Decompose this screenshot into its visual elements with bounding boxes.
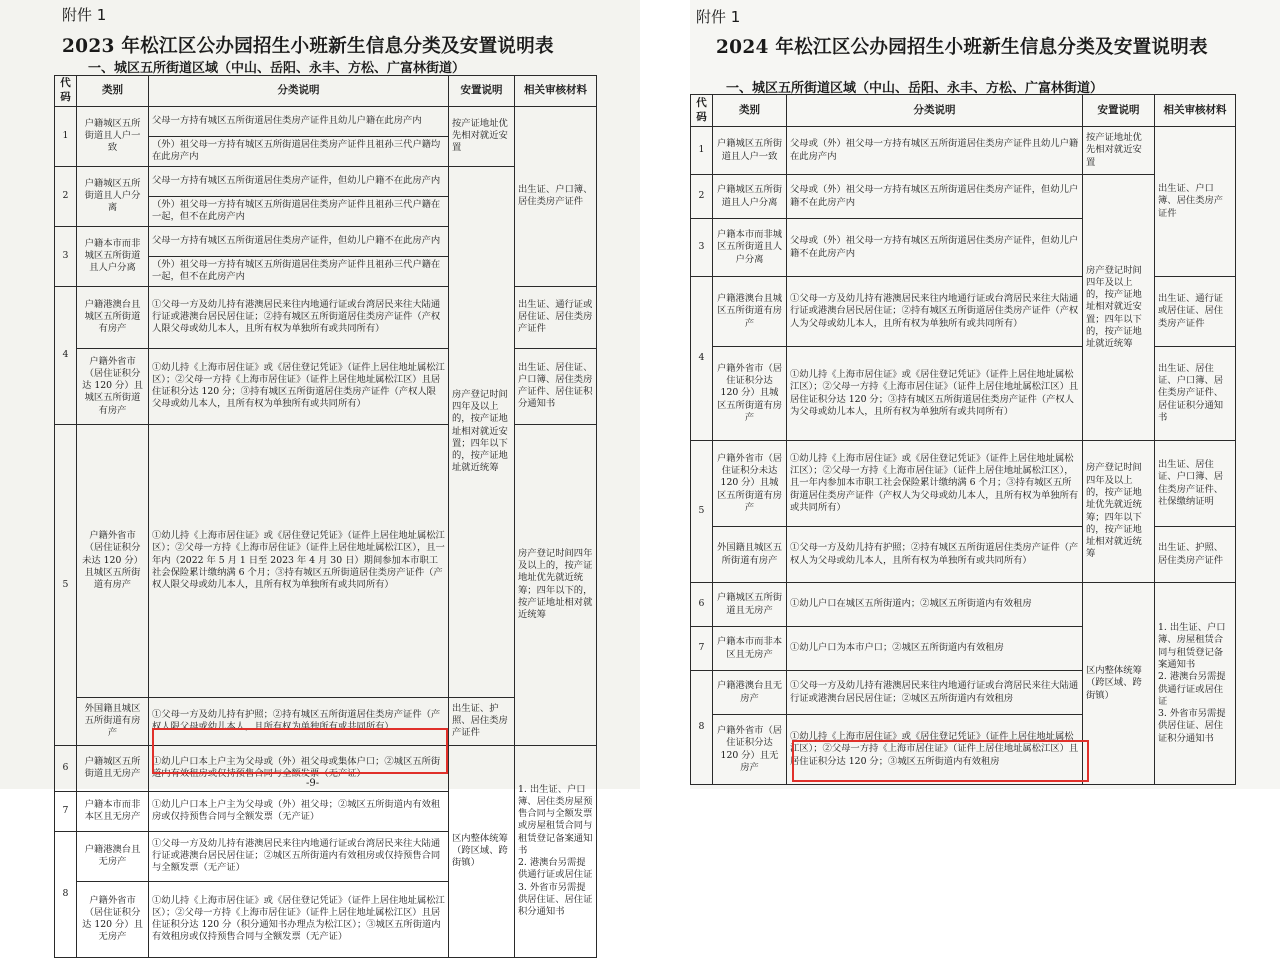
placement-cell: 房产登记时间四年及以上的，按产证地址相对就近安置；四年以下的，按产证地址就近统筹	[449, 166, 515, 697]
section-heading: 一、城区五所街道区域（中山、岳阳、永丰、方松、广富林街道）	[88, 61, 466, 76]
row-code: 6	[691, 583, 713, 627]
header-placement: 安置说明	[1083, 95, 1155, 127]
materials-cell: 出生证、居住证、户口簿、居住类房产证件、居住证积分通知书	[1155, 347, 1236, 441]
header-materials: 相关审核材料	[515, 76, 597, 107]
desc-cell: 父母一方持有城区五所街道居住类房产证件，但幼儿户籍不在此房产内	[149, 166, 449, 196]
category-cell: 户籍外省市（居住证积分达 120 分）且无房产	[713, 715, 787, 785]
desc-cell: （外）祖父母一方持有城区五所街道居住类房产证件且祖孙三代户籍在一起，但不在此房产内	[149, 256, 449, 286]
row-code: 8	[691, 671, 713, 785]
header-category: 类别	[713, 95, 787, 127]
row-code: 2	[691, 175, 713, 219]
document-title: 2024 年松江区公办园招生小班新生信息分类及安置说明表	[716, 37, 1208, 58]
materials-cell: 出生证、户口簿、居住类房产证件	[1155, 127, 1236, 277]
desc-cell: ①父母一方及幼儿持有港澳居民来往内地通行证或台湾居民来往大陆通行证或港澳台居民居住证；②城区五所街道内有效租房	[787, 671, 1083, 715]
row-code: 7	[691, 627, 713, 671]
materials-cell: 1. 出生证、户口簿、房屋租赁合同与租赁登记备案通知书 2. 港澳台另需提供通行证或居住证 3. 外省市另需提供居住证、居住证积分通知书	[1155, 583, 1236, 785]
category-cell: 户籍港澳台且无房产	[77, 831, 149, 881]
category-cell: 户籍本市而非城区五所街道且人户分离	[77, 226, 149, 286]
desc-cell: 父母一方持有城区五所街道居住类房产证件且幼儿户籍在此房产内	[149, 106, 449, 136]
document-title: 2023 年松江区公办园招生小班新生信息分类及安置说明表	[62, 36, 554, 57]
placement-cell: 房产登记时间四年及以上的，按产证地址优先就近统筹；四年以下的，按产证地址相对就近统筹	[1083, 441, 1155, 583]
desc-cell: ①幼儿持《上海市居住证》或《居住登记凭证》（证件上居住地址属松江区）；②父母一方持《上海市居住证》（证件上居住地址属松江区）且居住证积分达 120 分；③持有城区五所街道居住类房产证件（产权人限父母或幼儿本人，且所有权为单独所有或共同所有）	[149, 348, 449, 424]
header-desc: 分类说明	[149, 76, 449, 107]
header-code: 代码	[691, 95, 713, 127]
desc-cell: 父母或（外）祖父母一方持有城区五所街道居住类房产证件，但幼儿户籍不在此房产内	[787, 219, 1083, 277]
row-code: 1	[691, 127, 713, 175]
document-2023	[0, 0, 640, 943]
row-code: 4	[55, 286, 77, 424]
desc-cell: 父母或（外）祖父母一方持有城区五所街道居住类房产证件，但幼儿户籍不在此房产内	[787, 175, 1083, 219]
placement-cell: 房产登记时间四年及以上的，按产证地址优先就近统筹；四年以下的，按产证地址相对就近统筹	[515, 424, 597, 745]
header-placement: 安置说明	[449, 76, 515, 107]
category-cell: 户籍本市而非城区五所街道且人户分离	[713, 219, 787, 277]
desc-cell: ①幼儿户口为本市户口；②城区五所街道内有效租房	[787, 627, 1083, 671]
desc-cell: （外）祖父母一方持有城区五所街道居住类房产证件且祖孙三代户籍均在此房产内	[149, 136, 449, 166]
category-cell: 户籍本市而非本区且无房产	[713, 627, 787, 671]
category-cell: 户籍本市而非本区且无房产	[77, 791, 149, 831]
desc-cell: ①幼儿持《上海市居住证》或《居住登记凭证》（证件上居住地址属松江区）；②父母一方持《上海市居住证》（证件上居住地址属松江区）且居住证积分达 120 分；③持有城区五所街道居住类房产证件（产权人为父母或幼儿本人，且所有权为单独所有或共同所有）	[787, 347, 1083, 441]
placement-cell: 区内整体统筹（跨区域、跨街镇）	[1083, 583, 1155, 785]
desc-cell: 父母一方持有城区五所街道居住类房产证件，但幼儿户籍不在此房产内	[149, 226, 449, 256]
desc-cell: ①幼儿持《上海市居住证》或《居住登记凭证》（证件上居住地址属松江区）；②父母一方持《上海市居住证》（证件上居住地址属松江区），且一年内参加本市职工社会保险累计缴纳满 6 个月；③持有城区五所街道居住类房产证件（产权人为父母或幼儿本人，且所有权为单独所有或共同所有）	[787, 441, 1083, 527]
annex-label: 附件 1	[696, 8, 741, 26]
category-cell: 外国籍且城区五所街道有房产	[77, 697, 149, 745]
category-cell: 户籍港澳台且无房产	[713, 671, 787, 715]
placement-cell: 区内整体统筹（跨区域、跨街镇）	[449, 745, 515, 957]
category-cell: 户籍城区五所街道且无房产	[77, 745, 149, 791]
row-code: 5	[55, 424, 77, 745]
row-code: 3	[55, 226, 77, 286]
desc-cell: 父母或（外）祖父母一方持有城区五所街道居住类房产证件且幼儿户籍在此房产内	[787, 127, 1083, 175]
desc-cell: （外）祖父母一方持有城区五所街道居住类房产证件且祖孙三代户籍在一起，但不在此房产内	[149, 196, 449, 226]
category-cell: 户籍城区五所街道且人户一致	[77, 106, 149, 166]
category-cell: 户籍港澳台且城区五所街道有房产	[77, 286, 149, 348]
row-code: 6	[55, 745, 77, 791]
materials-cell: 1. 出生证、户口簿、居住类房屋预售合同与全额发票或房屋租赁合同与租赁登记备案通知书 2. 港澳台另需提供通行证或居住证 3. 外省市另需提供居住证、居住证积分通知书	[515, 745, 597, 957]
category-cell: 户籍城区五所街道且人户分离	[713, 175, 787, 219]
desc-cell: ①父母一方及幼儿持有港澳居民来往内地通行证或台湾居民来往大陆通行证或港澳台居民居住证；②持有城区五所街道居住类房产证件（产权人限父母或幼儿本人，且所有权为单独所有或共同所有）	[149, 286, 449, 348]
desc-cell: ①幼儿持《上海市居住证》或《居住登记凭证》（证件上居住地址属松江区）；②父母一方持《上海市居住证》（证件上居住地址属松江区）且居住证积分达 120 分；③城区五所街道内有效租房	[787, 715, 1083, 785]
row-code: 1	[55, 106, 77, 166]
category-cell: 户籍外省市（居住证积分达 120 分）且城区五所街道有房产	[713, 347, 787, 441]
materials-cell: 出生证、通行证或居住证、居住类房产证件	[515, 286, 597, 348]
row-code: 3	[691, 219, 713, 277]
materials-cell: 出生证、护照、居住类房产证件	[449, 697, 515, 745]
classification-table	[54, 75, 597, 958]
section-heading: 一、城区五所街道区域（中山、岳阳、永丰、方松、广富林街道）	[726, 81, 1104, 96]
row-code: 2	[55, 166, 77, 226]
materials-cell: 出生证、居住证、户口簿、居住类房产证件、社保缴纳证明	[1155, 441, 1236, 527]
category-cell: 户籍外省市（居住证积分未达 120 分）且城区五所街道有房产	[77, 424, 149, 697]
desc-cell: ①幼儿户口本上户主为父母或（外）祖父母；②城区五所街道内有效租房或仅持预售合同与全额发票（无产证）	[149, 791, 449, 831]
desc-cell: ①父母一方及幼儿持有护照；②持有城区五所街道居住类房产证件（产权人限父母或幼儿本人，且所有权为单独所有或共同所有）	[149, 697, 449, 745]
category-cell: 户籍外省市（居住证积分未达 120 分）且城区五所街道有房产	[713, 441, 787, 527]
materials-cell: 出生证、居住证、户口簿、居住类房产证件、居住证积分通知书	[515, 348, 597, 424]
header-category: 类别	[77, 76, 149, 107]
desc-cell: ①幼儿户口本上户主为父母或（外）祖父母或集体户口；②城区五所街道内有效租房或仅持预售合同与全额发票（无产证）	[149, 745, 449, 791]
row-code: 7	[55, 791, 77, 831]
classification-table	[690, 94, 1236, 785]
placement-cell: 按产证地址优先相对就近安置	[1083, 127, 1155, 175]
desc-cell: ①幼儿持《上海市居住证》或《居住登记凭证》（证件上居住地址属松江区）；②父母一方持《上海市居住证》（证件上居住地址属松江区），且一年内（2022 年 5 月 1 日至 2023 年 4 月 30 日）期间参加本市职工社会保险累计缴纳满 6 个月；③持有城区五所街道居住类房产证件（产权人限父母或幼儿本人，且所有权为单独所有或共同所有）	[149, 424, 449, 697]
category-cell: 户籍外省市（居住证积分达 120 分）且无房产	[77, 881, 149, 957]
annex-label: 附件 1	[62, 6, 107, 24]
category-cell: 户籍港澳台且城区五所街道有房产	[713, 277, 787, 347]
placement-cell: 按产证地址优先相对就近安置	[449, 106, 515, 166]
row-code: 5	[691, 441, 713, 583]
category-cell: 户籍外省市（居住证积分达 120 分）且城区五所街道有房产	[77, 348, 149, 424]
row-code: 4	[691, 277, 713, 441]
materials-cell: 出生证、护照、居住类房产证件	[1155, 527, 1236, 583]
category-cell: 户籍城区五所街道且人户分离	[77, 166, 149, 226]
materials-cell: 出生证、通行证或居住证、居住类房产证件	[1155, 277, 1236, 347]
desc-cell: ①幼儿持《上海市居住证》或《居住登记凭证》（证件上居住地址属松江区）；②父母一方持《上海市居住证》（证件上居住地址属松江区）且居住证积分达 120 分（积分通知书办理点为松江区）；③城区五所街道内有效租房或仅持预售合同与全额发票（无产证）	[149, 881, 449, 957]
category-cell: 户籍城区五所街道且人户一致	[713, 127, 787, 175]
desc-cell: ①父母一方及幼儿持有港澳居民来往内地通行证或台湾居民来往大陆通行证或港澳台居民居住证；②城区五所街道内有效租房或仅持预售合同与全额发票（无产证）	[149, 831, 449, 881]
desc-cell: ①父母一方及幼儿持有护照；②持有城区五所街道居住类房产证件（产权人为父母或幼儿本人，且所有权为单独所有或共同所有）	[787, 527, 1083, 583]
header-materials: 相关审核材料	[1155, 95, 1236, 127]
header-desc: 分类说明	[787, 95, 1083, 127]
category-cell: 外国籍且城区五所街道有房产	[713, 527, 787, 583]
document-2024	[690, 0, 1280, 789]
page-number: -9-	[306, 778, 320, 789]
desc-cell: ①幼儿户口在城区五所街道内；②城区五所街道内有效租房	[787, 583, 1083, 627]
header-code: 代码	[55, 76, 77, 107]
placement-cell: 房产登记时间四年及以上的，按产证地址相对就近安置；四年以下的，按产证地址就近统筹	[1083, 175, 1155, 441]
row-code: 8	[55, 831, 77, 957]
desc-cell: ①父母一方及幼儿持有港澳居民来往内地通行证或台湾居民来往大陆通行证或港澳台居民居住证；②持有城区五所街道居住类房产证件（产权人为父母或幼儿本人，且所有权为单独所有或共同所有）	[787, 277, 1083, 347]
materials-cell: 出生证、户口簿、居住类房产证件	[515, 106, 597, 286]
category-cell: 户籍城区五所街道且无房产	[713, 583, 787, 627]
